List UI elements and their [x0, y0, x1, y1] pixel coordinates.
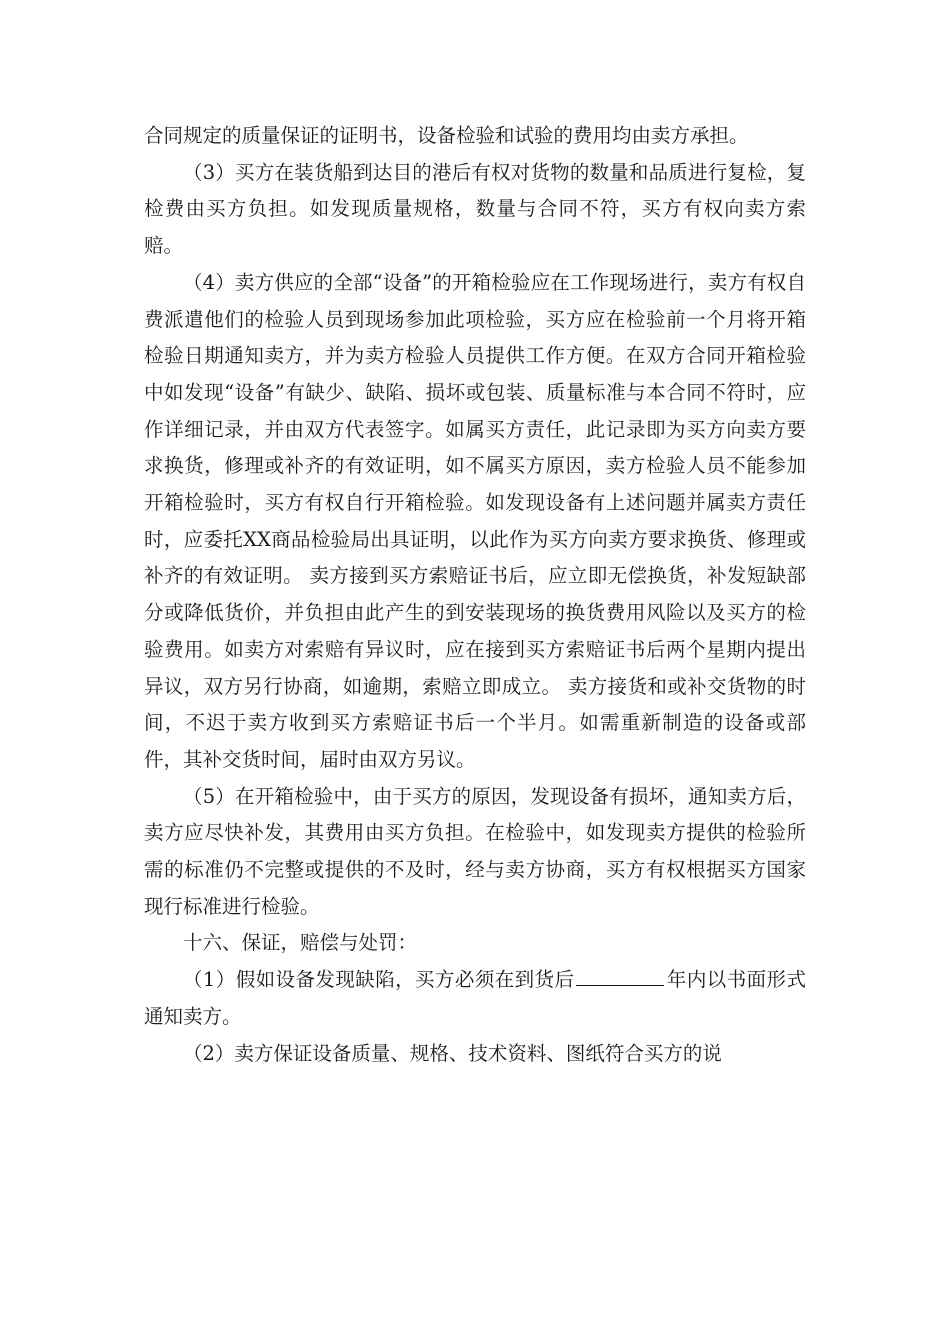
paragraph-clause-5: （5）在开箱检验中，由于买方的原因，发现设备有损坏，通知卖方后，卖方应尽快补发，其费用由买方负担。在检验中，如发现卖方提供的检验所需的标准仍不完整或提供的不及时，经与卖方协商，买方有权根据买方国家现行标准进行检验。: [144, 784, 806, 918]
document-page: [144, 118, 806, 1072]
paragraph-clause-16-1: [144, 962, 806, 1035]
paragraph-clause-3: （3）买方在装货船到达目的港后有权对货物的数量和品质进行复检，复检费由买方负担。如发现质量规格，数量与合同不符，买方有权向卖方索赔。: [144, 160, 806, 258]
section-heading-16: 十六、保证，赔偿与处罚：: [183, 931, 418, 955]
paragraph-clause-16-2: （2）卖方保证设备质量、规格、技术资料、图纸符合买方的说: [183, 1041, 722, 1065]
paragraph-clause-4: （4）卖方供应的全部“设备”的开箱检验应在工作现场进行，卖方有权自费派遣他们的检验人员到现场参加此项检验，买方应在检验前一个月将开箱检验日期通知卖方，并为卖方检验人员提供工作方便。在双方合同开箱检验中如发现“设备”有缺少、缺陷、损坏或包装、质量标准与本合同不符时，应作详细记录，并由双方代表签字。如属买方责任，此记录即为买方向卖方要求换货，修理或补齐的有效证明，如不属买方原因，卖方检验人员不能参加开箱检验时，买方有权自行开箱检验。如发现设备有上述问题并属卖方责任时，应委托XX商品检验局出具证明，以此作为买方向卖方要求换货、修理或补齐的有效证明。 卖方接到买方索赔证书后，应立即无偿换货，补发短缺部分或降低货价，并负担由此产生的到安装现场的换货费用风险以及买方的检验费用。如卖方对索赔有异议时，应在接到买方索赔证书后两个星期内提出异议，双方另行协商，如逾期，索赔立即成立。 卖方接货和或补交货物的时间，不迟于卖方收到买方索赔证书后一个半月。如需重新制造的设备或部件，其补交货时间，届时由双方另议。: [144, 270, 806, 771]
clause-16-1-text-after: 年内以书面形式通知卖方。: [144, 968, 806, 1028]
fill-in-blank[interactable]: [576, 963, 664, 986]
clause-16-1-text-before: （1）假如设备发现缺陷，买方必须在到货后: [183, 968, 575, 992]
paragraph-quality-certificate: 合同规定的质量保证的证明书，设备检验和试验的费用均由卖方承担。: [144, 124, 749, 147]
